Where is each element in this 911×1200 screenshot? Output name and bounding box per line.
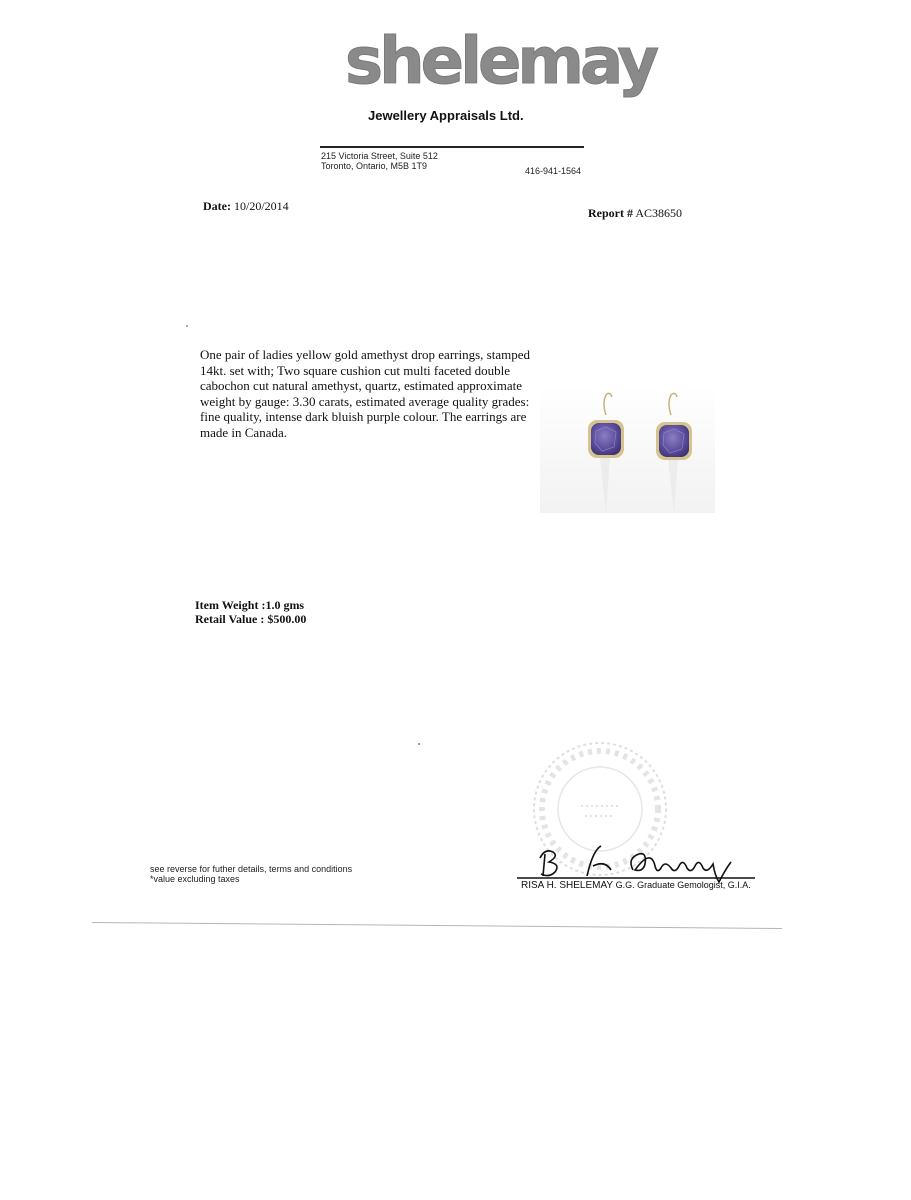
report-date [203, 199, 289, 214]
address-line-1: 215 Victoria Street, Suite 512 [321, 151, 438, 161]
company-name: Jewellery Appraisals Ltd. [368, 108, 524, 123]
amethyst-earrings-photo [540, 385, 715, 513]
scan-mark [186, 325, 188, 327]
report-number [588, 206, 682, 221]
letterhead-divider [320, 146, 584, 148]
scan-speck [418, 743, 420, 745]
page-edge-line [92, 922, 782, 929]
footnote-terms: see reverse for futher details, terms and conditions [150, 864, 353, 874]
signer-title: G.G. Graduate Gemologist, G.I.A. [615, 880, 751, 890]
signer-name: RISA H. SHELEMAY [521, 880, 613, 891]
retail-value [195, 612, 306, 626]
report-value: AC38650 [635, 206, 683, 220]
footnote-taxes: *value excluding taxes [150, 874, 240, 884]
handwritten-signature [515, 840, 760, 885]
item-description: One pair of ladies yellow gold amethyst drop earrings, stamped 14kt. set with; Two square cushion cut multi faceted double cabochon cut natural amethyst, quartz, estimated approximate weight by gauge: 3.30 carats, estimated average quality grades: fine quality, intense dark bluish purple colour. The earrings are made in Canada. [200, 347, 530, 440]
date-label: Date: [203, 199, 231, 213]
company-address [321, 151, 438, 171]
footnotes [150, 864, 352, 884]
signer-credit [521, 880, 751, 891]
valuation-block [195, 598, 306, 626]
item-weight-label: Item Weight : [195, 598, 266, 612]
report-label: Report # [588, 206, 633, 220]
company-logo: shelemay [345, 25, 656, 99]
retail-value-label: Retail Value : [195, 612, 265, 626]
retail-value-amount: $500.00 [267, 612, 307, 626]
date-value: 10/20/2014 [233, 199, 289, 213]
company-phone: 416-941-1564 [525, 166, 582, 176]
address-line-2: Toronto, Ontario, M5B 1T9 [321, 161, 428, 171]
item-weight-value: 1.0 gms [265, 598, 305, 612]
item-weight [195, 598, 306, 612]
